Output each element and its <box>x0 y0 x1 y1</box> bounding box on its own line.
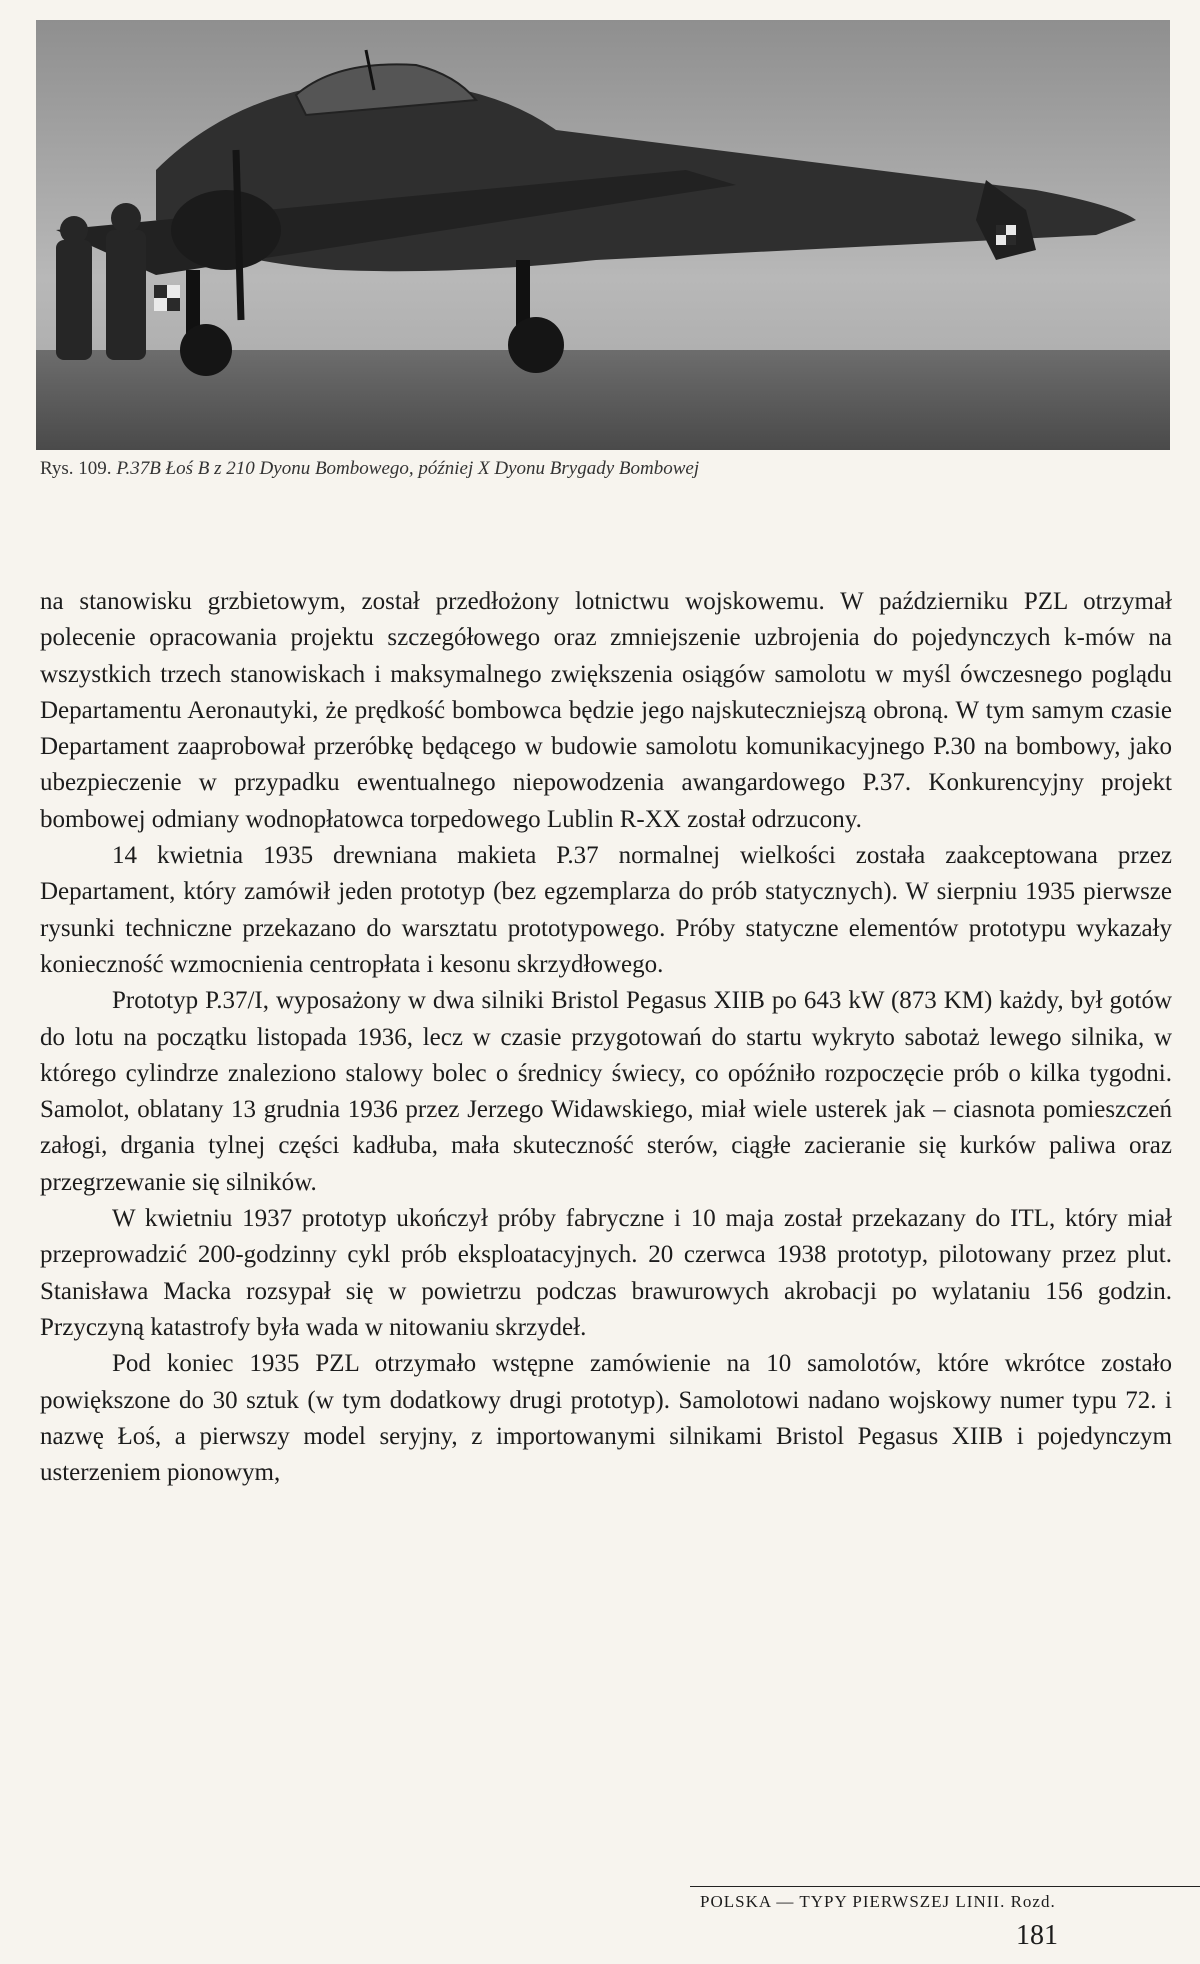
engine-nacelle <box>171 190 281 270</box>
footer-rule <box>690 1886 1200 1887</box>
landing-gear-wheel-2 <box>508 317 564 373</box>
aircraft-photo <box>36 20 1170 450</box>
paragraph-3: Prototyp P.37/I, wyposażony w dwa silniki Bristol Pegasus XIIB po 643 kW (873 KM) każdy, był gotów do lotu na początku listopada 1936, lecz w czasie przygotowań do startu wykryto sabotaż lewego silnika, w którego cylindrze znaleziono stalowy bolec o średnicy świecy, co opóźniło rozpoczęcie prób o kilka tygodni. Samolot, oblatany 13 grudnia 1936 przez Jerzego Widawskiego, miał wiele usterek jak – ciasnota pomieszczeń załogi, drgania tylnej części kadłuba, mała skuteczność sterów, ciągłe zacieranie się kurków paliwa oraz przegrzewanie się silników. <box>40 987 1172 1196</box>
page-number: 181 <box>1016 1920 1058 1951</box>
propeller-blade <box>236 150 241 320</box>
figure-caption <box>40 458 1160 480</box>
paragraph-2: 14 kwietnia 1935 drewniana makieta P.37 normalnej wielkości została zaakceptowana przez Departament, który zamówił jeden prototyp (bez egzemplarza do prób statycznych). W sierpniu 1935 pierwsze rysunki techniczne przekazano do warsztatu prototypowego. Próby statyczne elementów prototypu wykazały konieczność wzmocnienia centropłata i kesonu skrzydłowego. <box>40 842 1172 978</box>
paragraph-5: Pod koniec 1935 PZL otrzymało wstępne zamówienie na 10 samolotów, które wkrótce zostało powiększone do 30 sztuk (w tym dodatkowy drugi prototyp). Samolotowi nadano wojskowy numer typu 72. i nazwę Łoś, a pierwszy model seryjny, z importowanymi silnikami Bristol Pegasus XIIB i pojedynczym usterzeniem pionowym, <box>40 1350 1172 1487</box>
caption-text: P.37B Łoś B z 210 Dyonu Bombowego, później X Dyonu Brygady Bombowej <box>116 458 700 479</box>
landing-gear-wheel <box>180 324 232 376</box>
caption-label: Rys. 109. <box>40 458 112 479</box>
paragraph-4: W kwietniu 1937 prototyp ukończył próby fabryczne i 10 maja został przekazany do ITL, który miał przeprowadzić 200-godzinny cykl prób eksploatacyjnych. 20 czerwca 1938 prototyp, pilotowany przez plut. Stanisława Macka rozsypał się w powietrzu podczas brawurowych akrobacji po wylataniu 156 godzin. Przyczyną katastrofy była wada w nitowaniu skrzydeł. <box>40 1205 1172 1341</box>
aircraft-illustration <box>36 20 1170 450</box>
article-body <box>40 584 1172 1491</box>
paragraph-1: na stanowisku grzbietowym, został przedłożony lotnictwu wojskowemu. W październiku PZL otrzymał polecenie opracowania projektu szczegółowego oraz zmniejszenie uzbrojenia do pojedynczych k-mów na wszystkich trzech stanowiskach i maksymalnego zwiększenia osiągów samolotu w myśl ówczesnego poglądu Departamentu Aeronautyki, że prędkość bombowca będzie jego najskuteczniejszą obroną. W tym samym czasie Departament zaaprobował przeróbkę będącego w budowie samolotu komunikacyjnego P.30 na bombowy, jako ubezpieczenie w przypadku ewentualnego niepowodzenia awangardowego P.37. Konkurencyjny projekt bombowej odmiany wodnopłatowca torpedowego Lublin R-XX został odrzucony. <box>40 588 1172 833</box>
running-footer: POLSKA — TYPY PIERWSZEJ LINII. Rozd. <box>700 1892 1056 1911</box>
